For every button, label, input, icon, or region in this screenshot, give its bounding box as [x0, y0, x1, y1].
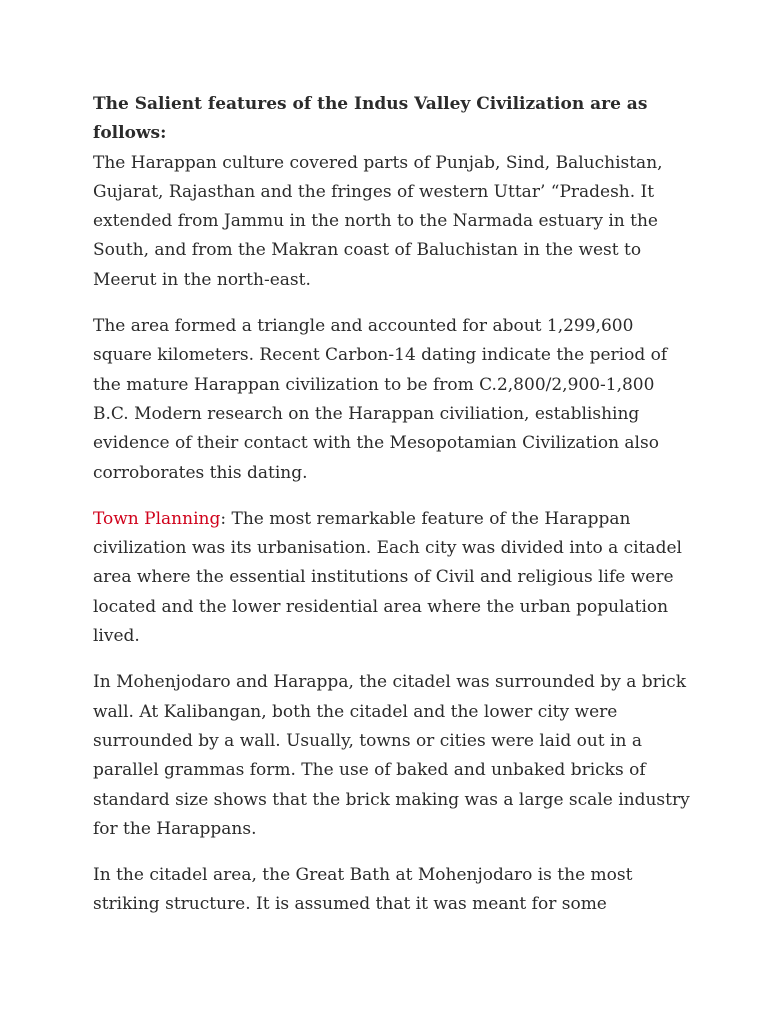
- town-planning-text: : The most remarkable feature of the Harappan civilization was its urbanisation. Each city was divided into a citadel area where the essential institutions of Civil and religious life were located and the lower residential area where the urban population lived.: [93, 508, 682, 647]
- document-body: [93, 90, 693, 937]
- paragraph-citadel-walls: In Mohenjodaro and Harappa, the citadel was surrounded by a brick wall. At Kalibangan, both the citadel and the lower city were surrounded by a wall. Usually, towns or cities were laid out in a parallel grammas form. The use of baked and unbaked bricks of standard size shows that the brick making was a large scale industry for the Harappans.: [93, 672, 690, 839]
- paragraph-great-bath: In the citadel area, the Great Bath at Mohenjodaro is the most striking structure. It is assumed that it was meant for some: [93, 865, 633, 915]
- town-planning-label: Town Planning: [93, 508, 221, 529]
- paragraph-town-planning: [93, 505, 693, 651]
- paragraph-extent: The Harappan culture covered parts of Punjab, Sind, Baluchistan, Gujarat, Rajasthan and the fringes of western Uttar’ “Pradesh. It extended from Jammu in the north to the Narmada estuary in the South, and from the Makran coast of Baluchistan in the west to Meerut in the north-east.: [93, 152, 663, 290]
- document-heading: The Salient features of the Indus Valley Civilization are as follows:: [93, 94, 648, 144]
- paragraph-area-dating: The area formed a triangle and accounted for about 1,299,600 square kilometers. Recent Carbon-14 dating indicate the period of the mature Harappan civilization to be from C.2,800/2,900-1,800 B.C. Modern research on the Harappan civiliation, establishing evidence of their contact with the Mesopotamian Civilization also corroborates this dating.: [93, 316, 668, 483]
